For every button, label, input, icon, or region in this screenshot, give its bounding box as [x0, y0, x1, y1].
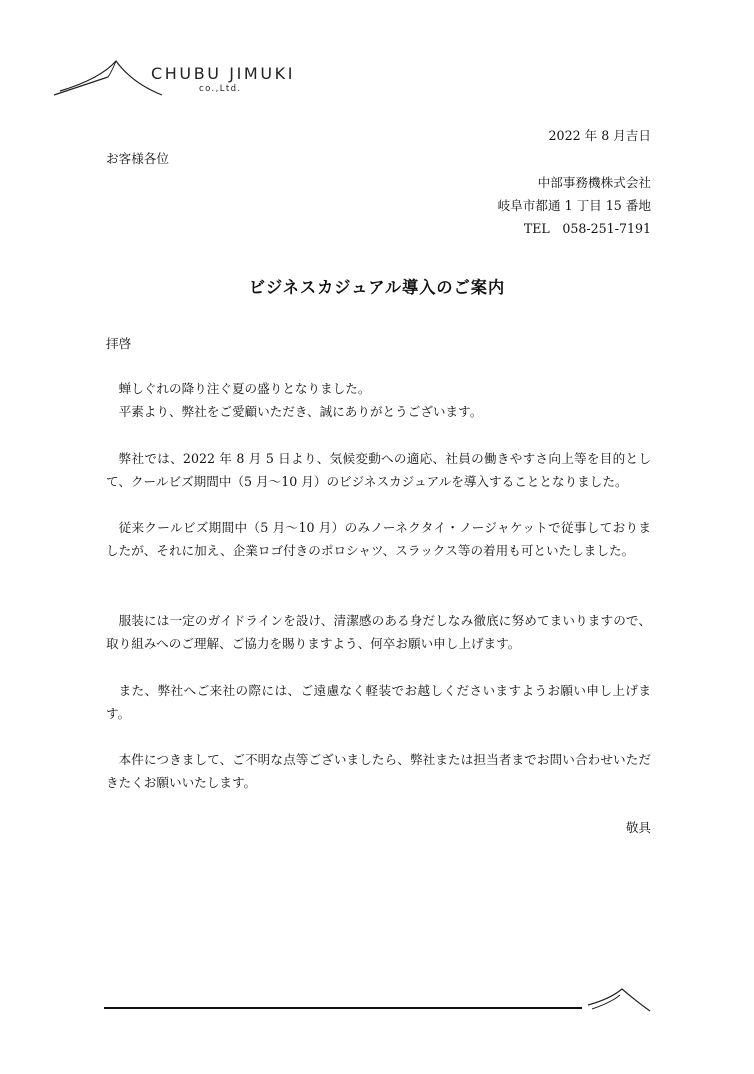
sender-company: 中部事務機株式会社 — [537, 175, 651, 190]
recipient: お客様各位 — [106, 151, 169, 166]
letter-title: ビジネスカジュアル導入のご案内 — [248, 278, 506, 297]
closing-salutation: 敬具 — [625, 820, 651, 835]
sender-address: 岐阜市都通 1 丁目 15 番地 — [497, 198, 651, 213]
paragraph-details: 従来クールビズ期間中（5 月～10 月）のみノーネクタイ・ノージャケットで従事しておりましたが、それに加え、企業ロゴ付きのポロシャツ、スラックス等の着用も可といたしました。 — [106, 520, 651, 558]
paragraph-guidelines: 服装には一定のガイドラインを設け、清潔感のある身だしなみ徹底に努めてまいりますので、取り組みへのご理解、ご協力を賜りますよう、何卒お願い申し上げます。 — [106, 613, 651, 651]
opening-salutation: 拝啓 — [106, 336, 132, 351]
paragraph-greeting: 蝉しぐれの降り注ぐ夏の盛りとなりました。 — [118, 381, 371, 396]
paragraph-announcement: 弊社では、2022 年 8 月 5 日より、気候変動への適応、社員の働きやすさ向上等を目的として、クールビズ期間中（5 月～10 月）のビジネスカジュアルを導入することとなりました。 — [106, 451, 651, 489]
paragraph-inquiries: 本件につきまして、ご不明な点等ございましたら、弊社または担当者までお問い合わせいただきたくお願いいたします。 — [106, 752, 651, 790]
paragraph-visitors: また、弊社へご来社の際には、ご遠慮なく軽装でお越しくださいますようお願い申し上げます。 — [106, 683, 651, 721]
company-logo-text: CHUBU JIMUKI — [151, 64, 296, 83]
sender-tel: TEL 058-251-7191 — [523, 221, 651, 236]
footer-mountain-icon — [104, 985, 654, 1017]
company-logo-subtext: co.,Ltd. — [199, 84, 242, 94]
letter-date: 2022 年 8 月吉日 — [548, 128, 651, 143]
paragraph-thanks: 平素より、弊社をご愛顧いただき、誠にありがとうございます。 — [118, 404, 483, 419]
